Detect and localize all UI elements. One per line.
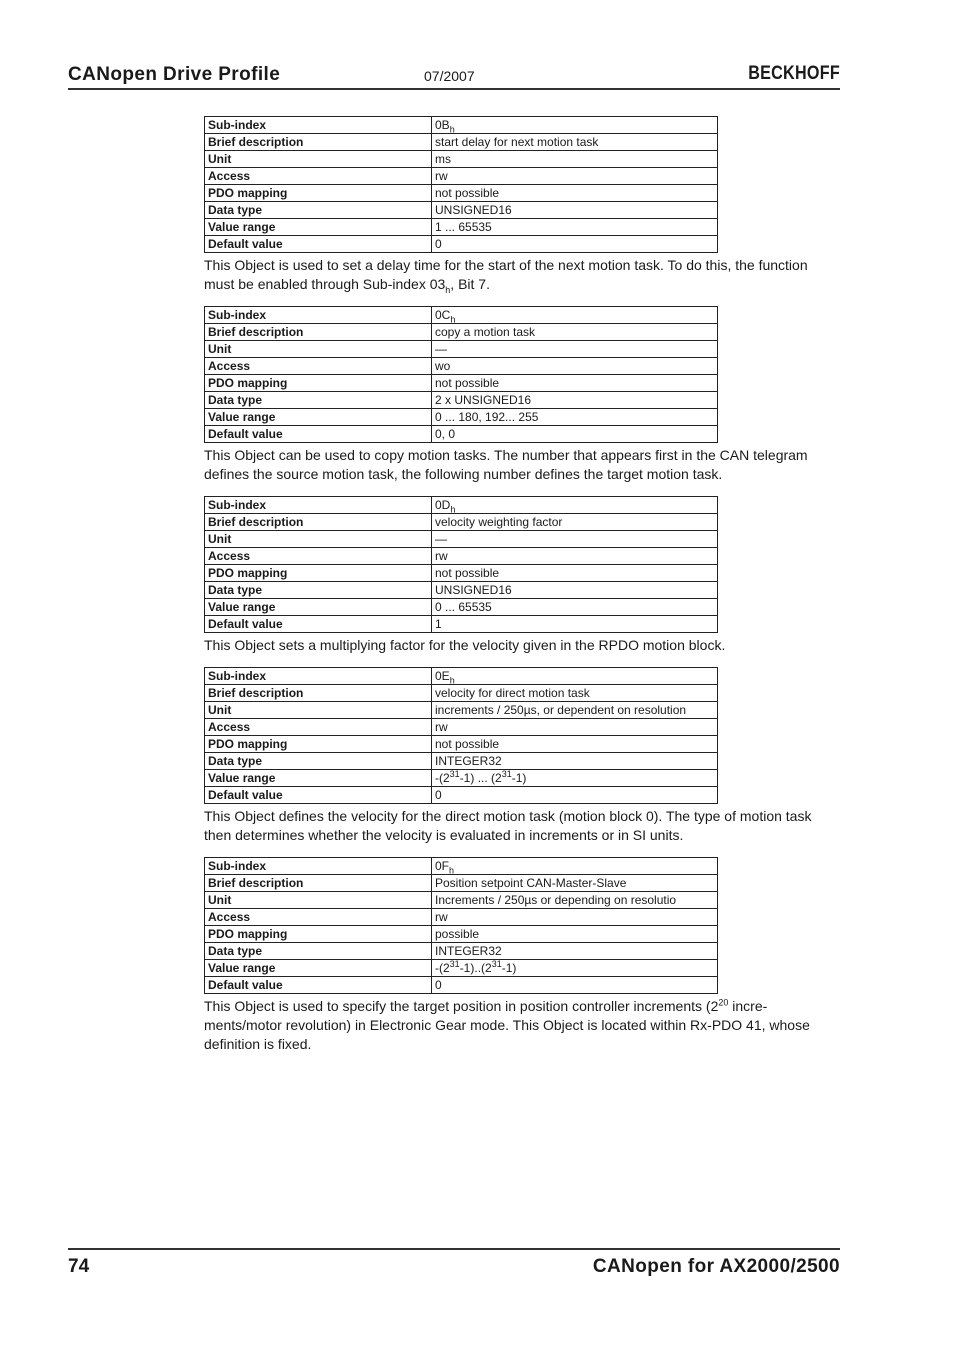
row-value: 0, 0 bbox=[432, 426, 718, 443]
table-row bbox=[205, 358, 718, 375]
row-label: Brief description bbox=[205, 875, 432, 892]
table-row bbox=[205, 685, 718, 702]
subindex-value: 0F bbox=[435, 859, 450, 873]
row-label: Sub-index bbox=[205, 497, 432, 514]
row-label: Default value bbox=[205, 977, 432, 994]
row-value: 0 bbox=[432, 787, 718, 804]
footer-title: CANopen for AX2000/2500 bbox=[592, 1256, 840, 1277]
row-value: — bbox=[432, 531, 718, 548]
row-value bbox=[432, 858, 718, 875]
table-row bbox=[205, 548, 718, 565]
header-title: CANopen Drive Profile bbox=[68, 64, 281, 85]
row-value: copy a motion task bbox=[432, 324, 718, 341]
table-row bbox=[205, 236, 718, 253]
row-label: Access bbox=[205, 909, 432, 926]
table-row bbox=[205, 375, 718, 392]
table-row bbox=[205, 168, 718, 185]
row-value: 2 x UNSIGNED16 bbox=[432, 392, 718, 409]
table-row bbox=[205, 392, 718, 409]
row-value bbox=[432, 960, 718, 977]
row-label: PDO mapping bbox=[205, 926, 432, 943]
table-row bbox=[205, 858, 718, 875]
row-value: rw bbox=[432, 548, 718, 565]
hex-suffix: h bbox=[450, 314, 456, 324]
desc-text: , Bit 7. bbox=[450, 276, 490, 292]
row-value: — bbox=[432, 341, 718, 358]
subindex-value: 0C bbox=[435, 308, 451, 322]
row-label: Sub-index bbox=[205, 307, 432, 324]
range-part: -1) bbox=[501, 961, 517, 975]
description-0c: This Object can be used to copy motion tasks. The number that appears first in the CAN telegram defines the source motion task, the following number defines the target motion task. bbox=[204, 447, 808, 482]
table-subindex-0f bbox=[204, 857, 718, 994]
row-value: rw bbox=[432, 719, 718, 736]
row-label: Value range bbox=[205, 219, 432, 236]
hex-suffix: h bbox=[449, 865, 455, 875]
table-subindex-0d bbox=[204, 496, 718, 633]
row-value: wo bbox=[432, 358, 718, 375]
row-value: not possible bbox=[432, 736, 718, 753]
table-row bbox=[205, 202, 718, 219]
description-0d: This Object sets a multiplying factor for the velocity given in the RPDO motion block. bbox=[204, 637, 726, 653]
row-value: start delay for next motion task bbox=[432, 134, 718, 151]
brand-logo: BECKHOFF bbox=[748, 63, 840, 84]
exponent: 20 bbox=[718, 997, 729, 1008]
subindex-value: 0E bbox=[435, 669, 450, 683]
row-label: Default value bbox=[205, 787, 432, 804]
desc-text: incre-ments/motor revolution) in Electronic Gear mode. This Object is located within Rx-PDO 41, whose definition is fixed. bbox=[204, 998, 810, 1052]
table-row bbox=[205, 341, 718, 358]
hex-suffix: h bbox=[449, 675, 455, 685]
row-value: INTEGER32 bbox=[432, 943, 718, 960]
row-value: UNSIGNED16 bbox=[432, 202, 718, 219]
row-label: PDO mapping bbox=[205, 736, 432, 753]
row-value bbox=[432, 117, 718, 134]
exponent: 31 bbox=[491, 959, 502, 969]
row-value: 0 bbox=[432, 236, 718, 253]
row-value bbox=[432, 307, 718, 324]
table-row bbox=[205, 702, 718, 719]
row-value: 0 bbox=[432, 977, 718, 994]
table-row bbox=[205, 307, 718, 324]
table-subindex-0b bbox=[204, 116, 718, 253]
table-row bbox=[205, 909, 718, 926]
row-label: Data type bbox=[205, 943, 432, 960]
row-label: Data type bbox=[205, 753, 432, 770]
table-row bbox=[205, 185, 718, 202]
row-label: Unit bbox=[205, 892, 432, 909]
row-value: velocity weighting factor bbox=[432, 514, 718, 531]
description-0e: This Object defines the velocity for the direct motion task (motion block 0). The type of motion task then determines whether the velocity is evaluated in increments or in SI units. bbox=[204, 808, 812, 843]
row-label: Brief description bbox=[205, 685, 432, 702]
range-part: -(2 bbox=[435, 961, 450, 975]
row-label: Unit bbox=[205, 341, 432, 358]
table-row bbox=[205, 753, 718, 770]
table-row bbox=[205, 565, 718, 582]
row-label: Brief description bbox=[205, 514, 432, 531]
table-row bbox=[205, 926, 718, 943]
row-value bbox=[432, 497, 718, 514]
row-value: INTEGER32 bbox=[432, 753, 718, 770]
row-value: Position setpoint CAN-Master-Slave bbox=[432, 875, 718, 892]
hex-suffix: h bbox=[449, 124, 455, 134]
row-label: Value range bbox=[205, 770, 432, 787]
table-row bbox=[205, 668, 718, 685]
table-row bbox=[205, 977, 718, 994]
table-row bbox=[205, 719, 718, 736]
row-label: Unit bbox=[205, 702, 432, 719]
row-label: Default value bbox=[205, 426, 432, 443]
row-label: Value range bbox=[205, 409, 432, 426]
table-row bbox=[205, 426, 718, 443]
row-value bbox=[432, 770, 718, 787]
row-value: increments / 250µs, or dependent on resolution bbox=[432, 702, 718, 719]
row-label: Default value bbox=[205, 236, 432, 253]
row-value: velocity for direct motion task bbox=[432, 685, 718, 702]
row-value: ms bbox=[432, 151, 718, 168]
table-row bbox=[205, 134, 718, 151]
table-row bbox=[205, 960, 718, 977]
row-label: Access bbox=[205, 168, 432, 185]
range-part: -1)..(2 bbox=[459, 961, 492, 975]
row-label: Value range bbox=[205, 599, 432, 616]
description-0b bbox=[204, 256, 840, 294]
table-subindex-0c bbox=[204, 306, 718, 443]
desc-text: This Object is used to set a delay time for the start of the next motion task. To do this, the function must be enabled through Sub-index 03 bbox=[204, 257, 808, 292]
row-label: Brief description bbox=[205, 324, 432, 341]
row-label: Data type bbox=[205, 392, 432, 409]
page-number: 74 bbox=[68, 1256, 90, 1277]
description-0f bbox=[204, 997, 840, 1054]
table-row bbox=[205, 514, 718, 531]
row-value bbox=[432, 668, 718, 685]
row-value: rw bbox=[432, 909, 718, 926]
table-row bbox=[205, 787, 718, 804]
hex-suffix: h bbox=[445, 284, 451, 295]
page-content bbox=[204, 116, 840, 1066]
row-value: possible bbox=[432, 926, 718, 943]
row-label: Value range bbox=[205, 960, 432, 977]
table-row bbox=[205, 151, 718, 168]
page-header bbox=[68, 62, 840, 90]
range-part: -(2 bbox=[435, 771, 450, 785]
table-row bbox=[205, 770, 718, 787]
row-value: not possible bbox=[432, 565, 718, 582]
page-footer bbox=[68, 1248, 840, 1277]
row-label: Sub-index bbox=[205, 668, 432, 685]
subindex-value: 0D bbox=[435, 498, 451, 512]
row-label: PDO mapping bbox=[205, 185, 432, 202]
table-row bbox=[205, 582, 718, 599]
row-value: 1 bbox=[432, 616, 718, 633]
row-value: 1 ... 65535 bbox=[432, 219, 718, 236]
row-label: PDO mapping bbox=[205, 375, 432, 392]
exponent: 31 bbox=[449, 959, 460, 969]
table-row bbox=[205, 616, 718, 633]
table-row bbox=[205, 599, 718, 616]
row-label: Unit bbox=[205, 151, 432, 168]
row-label: Sub-index bbox=[205, 858, 432, 875]
exponent: 31 bbox=[449, 769, 460, 779]
row-value: UNSIGNED16 bbox=[432, 582, 718, 599]
row-value: rw bbox=[432, 168, 718, 185]
subindex-value: 0B bbox=[435, 118, 450, 132]
table-row bbox=[205, 531, 718, 548]
row-label: Access bbox=[205, 548, 432, 565]
table-row bbox=[205, 943, 718, 960]
table-subindex-0e bbox=[204, 667, 718, 804]
table-row bbox=[205, 736, 718, 753]
table-row bbox=[205, 497, 718, 514]
row-value: Increments / 250µs or depending on resolutio bbox=[432, 892, 718, 909]
row-label: Brief description bbox=[205, 134, 432, 151]
row-label: Data type bbox=[205, 582, 432, 599]
row-value: not possible bbox=[432, 185, 718, 202]
row-label: Sub-index bbox=[205, 117, 432, 134]
range-part: -1) ... (2 bbox=[459, 771, 502, 785]
hex-suffix: h bbox=[450, 504, 456, 514]
range-part: -1) bbox=[511, 771, 527, 785]
row-label: Access bbox=[205, 719, 432, 736]
table-row bbox=[205, 892, 718, 909]
table-row bbox=[205, 875, 718, 892]
row-label: PDO mapping bbox=[205, 565, 432, 582]
table-row bbox=[205, 117, 718, 134]
row-value: not possible bbox=[432, 375, 718, 392]
exponent: 31 bbox=[501, 769, 512, 779]
row-label: Unit bbox=[205, 531, 432, 548]
row-value: 0 ... 65535 bbox=[432, 599, 718, 616]
row-value: 0 ... 180, 192... 255 bbox=[432, 409, 718, 426]
table-row bbox=[205, 409, 718, 426]
row-label: Access bbox=[205, 358, 432, 375]
row-label: Default value bbox=[205, 616, 432, 633]
header-date: 07/2007 bbox=[424, 68, 475, 84]
table-row bbox=[205, 219, 718, 236]
row-label: Data type bbox=[205, 202, 432, 219]
desc-text: This Object is used to specify the target position in position controller increments (2 bbox=[204, 998, 719, 1014]
table-row bbox=[205, 324, 718, 341]
